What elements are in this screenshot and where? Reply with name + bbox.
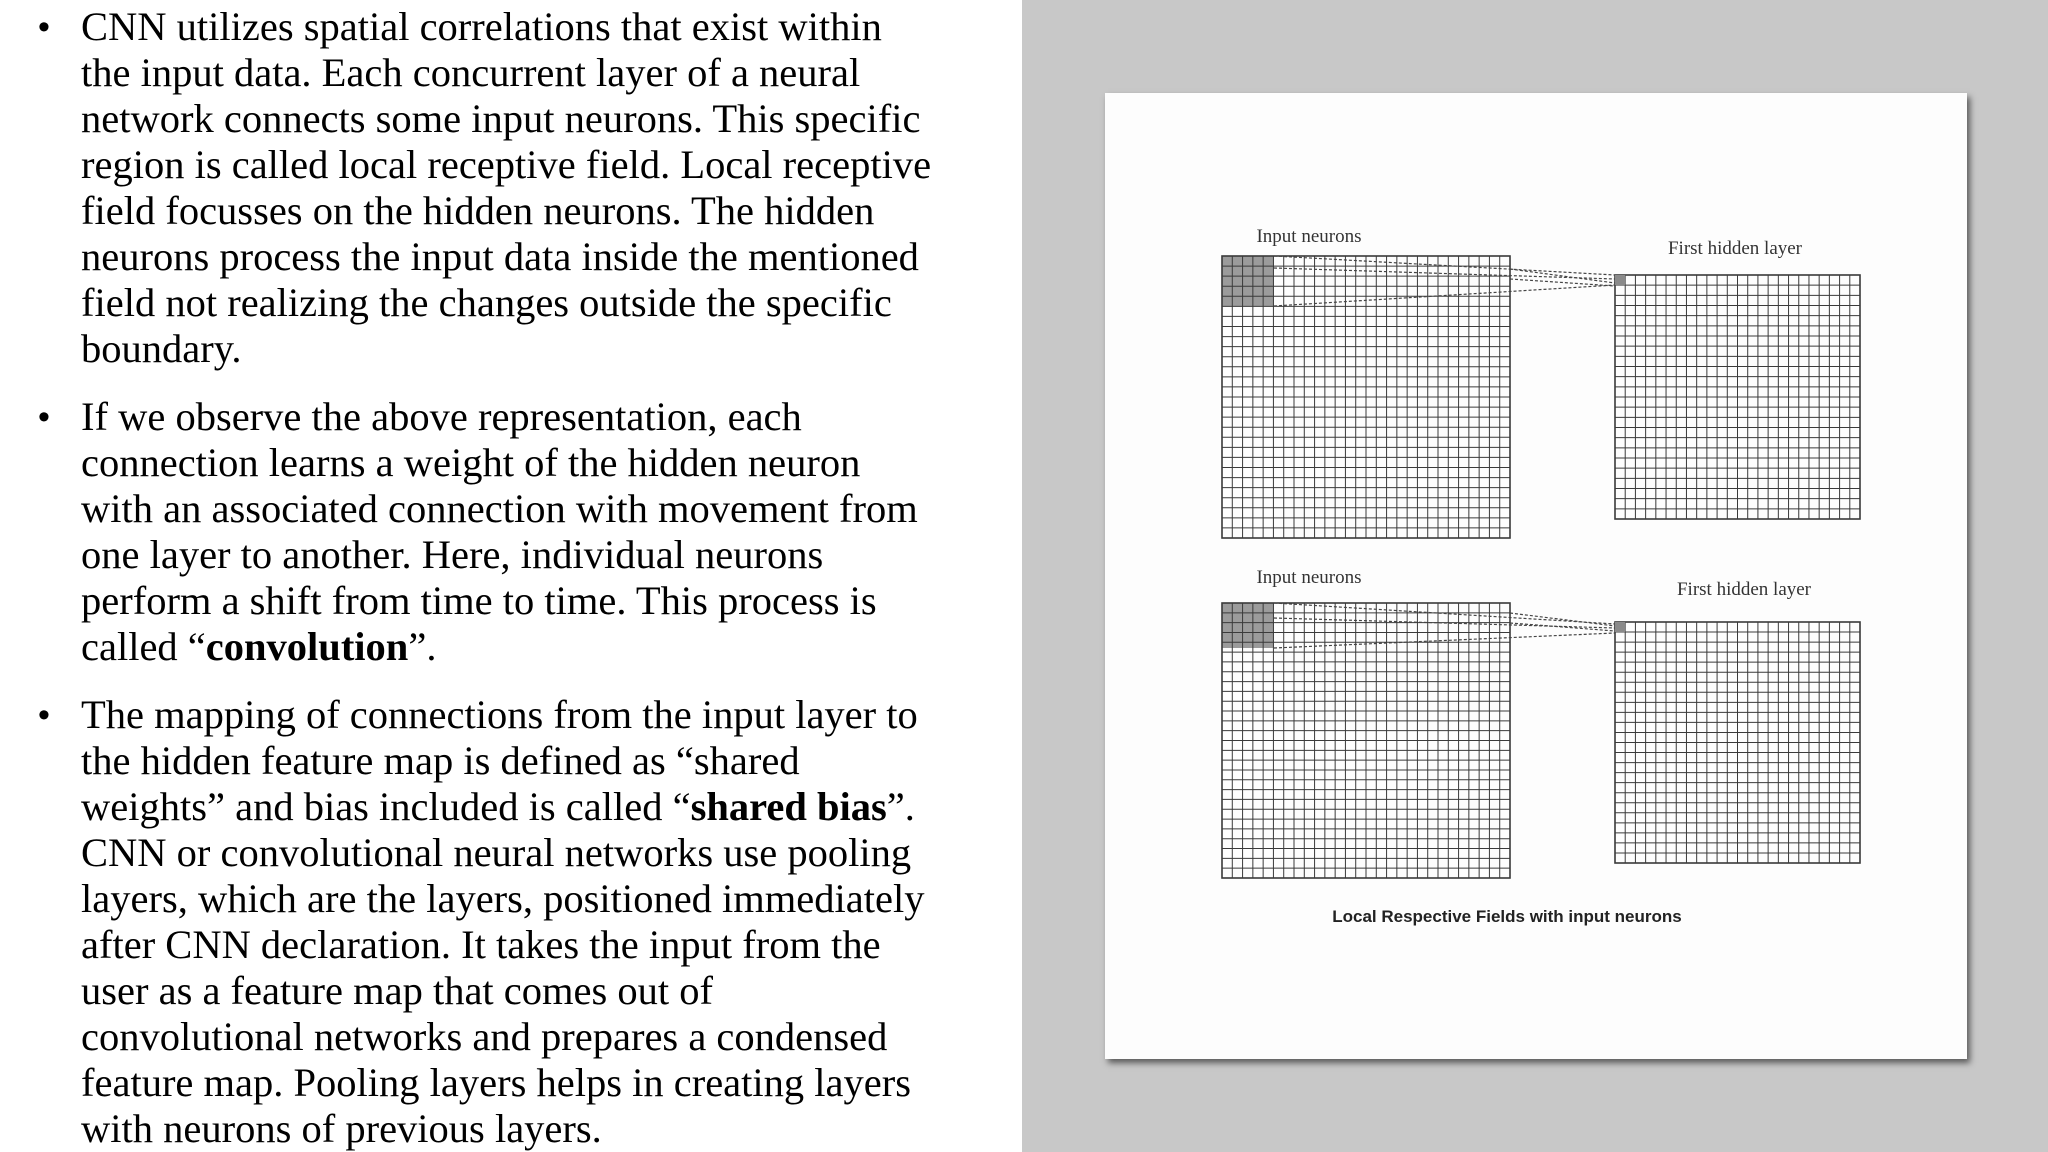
bullet-text: user as a feature map that comes out of [81,968,714,1013]
bullet-text: after CNN declaration. It takes the input from the [81,922,881,967]
bullet-item [0,394,1000,670]
bullet-text: CNN or convolutional neural networks use pooling [81,830,912,875]
bullet-line [81,50,1000,96]
bullet-line [81,1014,1000,1060]
bullet-line [81,1106,1000,1152]
bullet-text: ”. [408,624,437,669]
bold-term: shared bias [690,784,887,829]
receptive-field-figure [1105,93,1967,1059]
bullet-text: ”. [886,784,915,829]
top-hidden-grid [1615,275,1860,519]
bullet-line [81,188,1000,234]
bullet-text: the hidden feature map is defined as “shared [81,738,800,783]
bullet-line [81,876,1000,922]
bullet-line [81,326,1000,372]
bullet-text: The mapping of connections from the input layer to [81,692,918,737]
bottom-hidden-neuron [1615,622,1625,632]
bullet-line [81,142,1000,188]
top-input-label: Input neurons [1256,226,1362,247]
bullet-line [81,394,1000,440]
bullet-line [81,624,1000,670]
bullet-line [81,784,1000,830]
top-connection-line [1510,279,1615,286]
bullet-line [81,578,1000,624]
bullet-dot-icon: • [38,696,50,734]
bullet-line [81,738,1000,784]
bullet-line [81,96,1000,142]
bullet-text: weights” and bias included is called “ [81,784,691,829]
bullet-text: connection learns a weight of the hidden neuron [81,440,861,485]
bullet-text: with neurons of previous layers. [81,1106,602,1151]
bullet-list [0,4,1000,1152]
top-hidden-label: First hidden layer [1667,238,1803,259]
figure-page [1105,93,1967,1059]
bullet-line [81,440,1000,486]
bottom-hidden-grid [1615,622,1860,863]
bullet-item [0,4,1000,372]
bullet-text: layers, which are the layers, positioned immediately [81,876,925,921]
bullet-line [81,922,1000,968]
top-hidden-neuron [1615,275,1625,285]
bottom-diagram [1222,603,1860,878]
bullet-item [0,692,1000,1152]
bullet-dot-icon: • [38,398,50,436]
bullet-line [81,692,1000,738]
bullet-text: field focusses on the hidden neurons. The hidden [81,188,875,233]
text-panel [0,0,1022,1152]
bullet-line [81,1060,1000,1106]
bottom-receptive-field [1222,603,1274,648]
bullet-line [81,280,1000,326]
top-receptive-field [1222,256,1274,306]
bullet-line [81,968,1000,1014]
bullet-text: with an associated connection with movement from [81,486,918,531]
bullet-text: the input data. Each concurrent layer of a neural [81,50,861,95]
bullet-text: neurons process the input data inside the mentioned [81,234,919,279]
bullet-text: convolutional networks and prepares a condensed [81,1014,888,1059]
bullet-text: region is called local receptive field. Local receptive [81,142,932,187]
bullet-text: called “ [81,624,206,669]
bottom-hidden-label: First hidden layer [1676,579,1812,600]
bullet-line [81,486,1000,532]
bullet-text: feature map. Pooling layers helps in creating layers [81,1060,911,1105]
bullet-line [81,234,1000,280]
bullet-text: boundary. [81,326,242,371]
bullet-line [81,532,1000,578]
bottom-input-label: Input neurons [1256,567,1362,588]
bullet-line [81,830,1000,876]
bullet-text: field not realizing the changes outside the specific [81,280,892,325]
figure-caption: Local Respective Fields with input neurons [1332,907,1682,926]
bullet-text: one layer to another. Here, individual neurons [81,532,824,577]
bullet-line [81,4,1000,50]
bullet-text: network connects some input neurons. This specific [81,96,921,141]
bold-term: convolution [205,624,409,669]
bullet-text: perform a shift from time to time. This process is [81,578,877,623]
bullet-dot-icon: • [38,8,50,46]
bullet-text: CNN utilizes spatial correlations that exist within [81,4,882,49]
top-diagram [1222,256,1860,538]
bullet-text: If we observe the above representation, each [81,394,802,439]
